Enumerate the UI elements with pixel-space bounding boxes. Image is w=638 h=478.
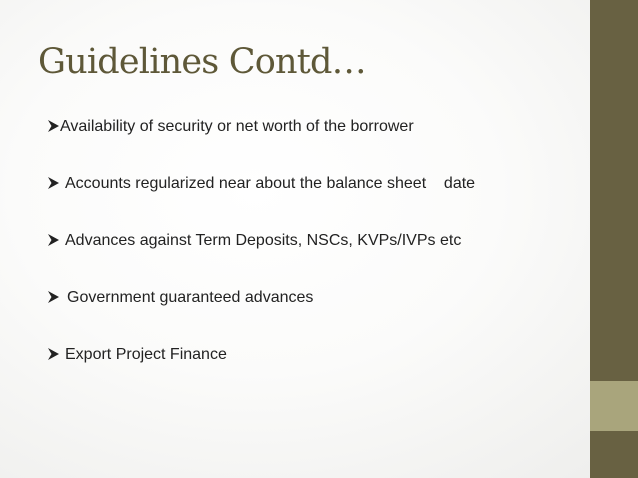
bullet-text: Accounts regularized near about the balance sheet date — [65, 175, 476, 192]
arrowhead-bullet-icon — [48, 120, 59, 132]
arrowhead-bullet-icon — [48, 291, 59, 303]
bullet-text: Advances against Term Deposits, NSCs, KVPs/IVPs etc — [65, 232, 462, 249]
bullet-item — [48, 287, 475, 344]
bullet-item — [48, 116, 475, 173]
bullet-item — [48, 173, 475, 230]
side-decor-accent — [590, 381, 638, 431]
bullet-text: Export Project Finance — [65, 346, 227, 363]
bullet-text: Government guaranteed advances — [67, 289, 314, 306]
slide-title: Guidelines Contd… — [38, 42, 366, 82]
arrowhead-bullet-icon — [48, 234, 59, 246]
arrowhead-bullet-icon — [48, 348, 59, 360]
bullet-text: Availability of security or net worth of the borrower — [60, 118, 414, 135]
bullet-item — [48, 344, 475, 401]
arrowhead-bullet-icon — [48, 177, 59, 189]
bullet-list — [48, 116, 475, 401]
bullet-item — [48, 230, 475, 287]
